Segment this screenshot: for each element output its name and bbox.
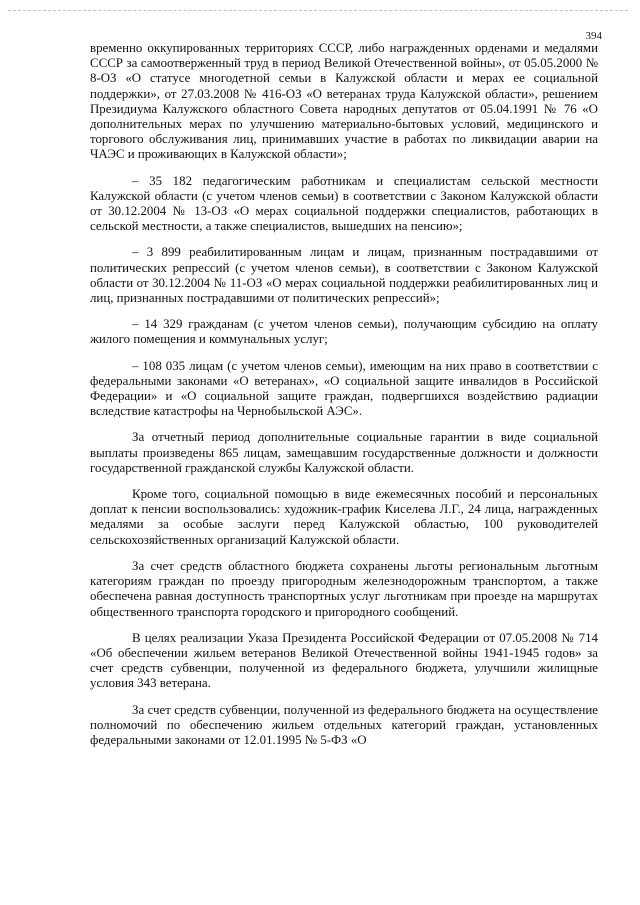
list-item-federal-laws: – 108 035 лицам (с учетом членов семьи), имеющим на них право в соответствии с федеральными законами «О ветеранах», «О социальной защите инвалидов в Российской Федерации» и «О социальной защите граждан, подвергшихся воздействию радиации вследствие катастрофы на Чернобыльской АЭС». (90, 358, 598, 419)
list-item-rehabilitated: – 3 899 реабилитированным лицам и лицам, признанным пострадавшими от политических репрессий (с учетом членов семьи), в соответствии с Законом Калужской области от 30.12.2004 № 11-ОЗ «О мерах социальной поддержки реабилитированных лиц и лиц, признанных пострадавшими от политических репрессий»; (90, 245, 598, 306)
page-number: 394 (585, 30, 602, 42)
paragraph-social-assistance: Кроме того, социальной помощью в виде ежемесячных пособий и персональных доплат к пенсии воспользовались: художник-график Киселева Л.Г., 24 лица, награжденных медалями за особые заслуги перед Калужской областью, 100 руководителей сельскохозяйственных организаций Калужской области. (90, 487, 598, 547)
scan-edge-artifact (8, 10, 628, 17)
paragraph-continuation: временно оккупированных территориях СССР, либо награжденных орденами и медалями СССР за самоотверженный труд в период Великой Отечественной войны», от 05.05.2000 № 8-ОЗ «О статусе многодетной семьи в Калужской области и мерах ее социальной поддержки», от 27.03.2008 № 416-ОЗ «О ветеранах труда Калужской области», решением Президиума Калужского областного Совета народных депутатов от 05.04.1991 № 76 «О дополнительных мерах по улучшению материально-бытовых условий, медицинского и торгового обслуживания лиц, принимавших участие в работах по ликвидации аварии на ЧАЭС и проживающих в Калужской области»; (90, 41, 598, 162)
paragraph-transport-benefits: За счет средств областного бюджета сохранены льготы региональным льготным категориям граждан по проезду пригородным железнодорожным транспортом, а также обеспечена равная доступность транспортных услуг льготникам при проезде на маршрутах общественного транспорта городского и пригородного сообщений. (90, 558, 598, 619)
paragraph-social-guarantees: За отчетный период дополнительные социальные гарантии в виде социальной выплаты произведены 865 лицам, замещавшим государственные должности и должности государственной гражданской службы Калужской области. (90, 430, 598, 475)
list-item-housing-subsidy: – 14 329 гражданам (с учетом членов семьи), получающим субсидию на оплату жилого помещения и коммунальных услуг; (90, 317, 598, 347)
paragraph-veterans-housing: В целях реализации Указа Президента Российской Федерации от 07.05.2008 № 714 «Об обеспечении жильем ветеранов Великой Отечественной войны 1941-1945 годов» за счет средств субвенции, полученной из федерального бюджета, улучшили жилищные условия 343 ветерана. (90, 630, 598, 691)
list-item-teachers: – 35 182 педагогическим работникам и специалистам сельской местности Калужской области (с учетом членов семьи) в соответствии с Законом Калужской области от 30.12.2004 № 13-ОЗ «О мерах социальной поддержки специалистов, работающих в сельской местности, а также специалистов, вышедших на пенсию»; (90, 173, 598, 234)
document-body (90, 41, 598, 748)
paragraph-subvention: За счет средств субвенции, полученной из федерального бюджета на осуществление полномочий по обеспечению жильем отдельных категорий граждан, установленных федеральными законами от 12.01.1995 № 5-ФЗ «О (90, 702, 598, 747)
